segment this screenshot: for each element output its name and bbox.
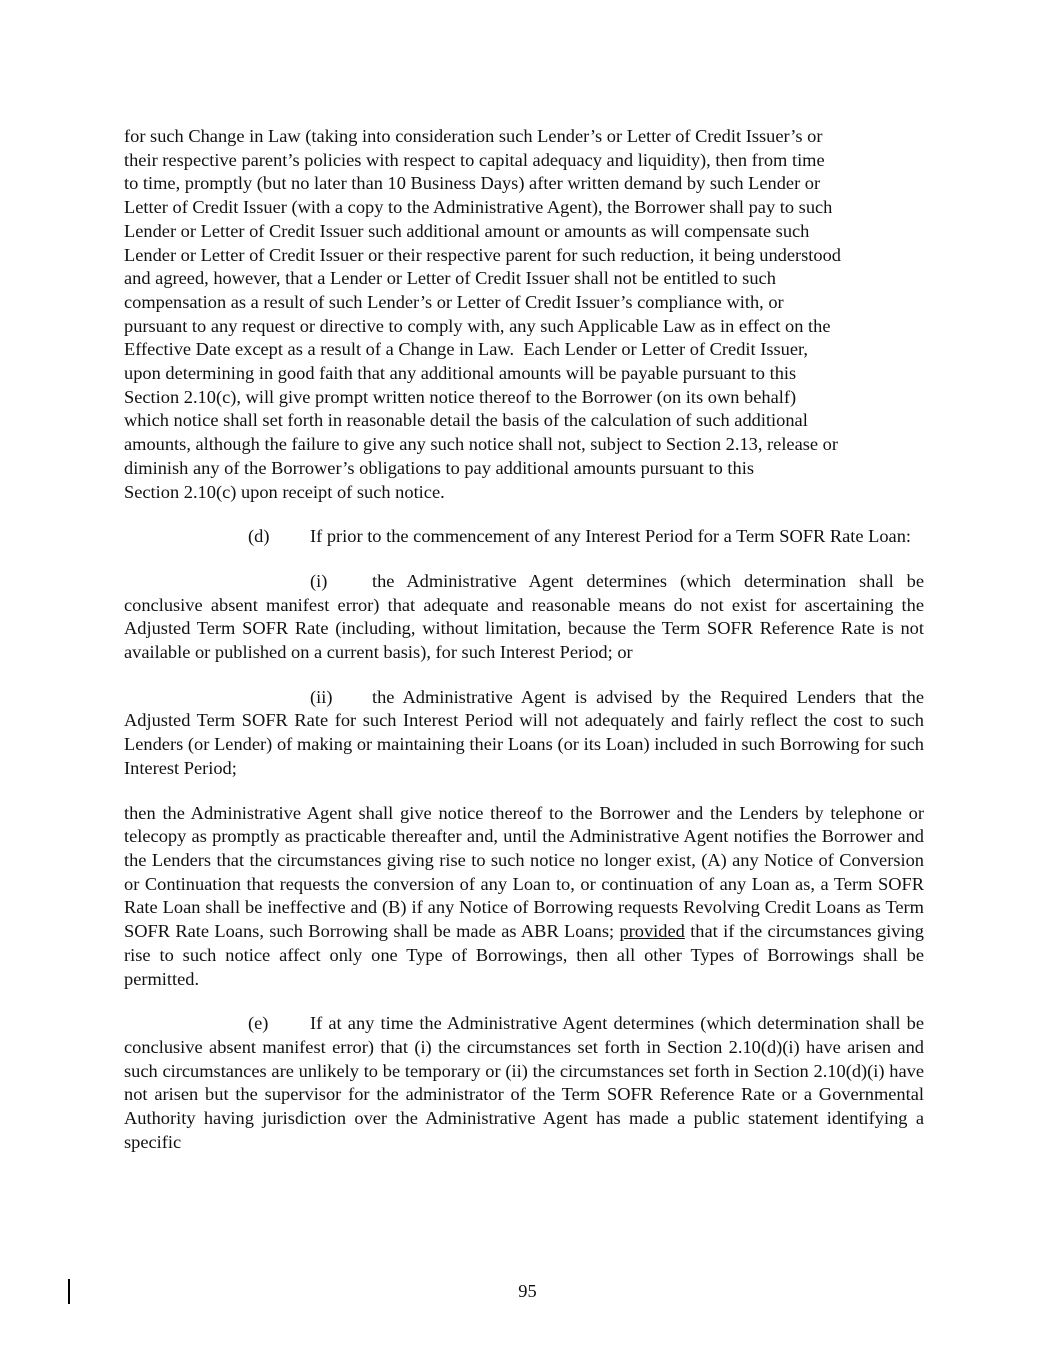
paragraph-d [124,525,924,549]
intro-line: Lender or Letter of Credit Issuer such additional amount or amounts as will compensate such [124,220,810,241]
paragraph-i [124,570,924,665]
intro-line: Effective Date except as a result of a Change in Law. Each Lender or Letter of Credit Issuer, [124,339,809,360]
intro-line: to time, promptly (but no later than 10 Business Days) after written demand by such Lender or [124,173,821,194]
then-text-part-2: that if the circumstances giving rise to such notice affect only one Type of Borrowings, then all other Types of Borrowings shall be permitted. [124,921,924,989]
intro-line: diminish any of the Borrower’s obligations to pay additional amounts pursuant to this [124,457,754,478]
intro-line: pursuant to any request or directive to comply with, any such Applicable Law as in effect on the [124,315,831,336]
paragraph-ii [124,686,924,781]
paragraph-e [124,1012,924,1154]
intro-line: Lender or Letter of Credit Issuer or their respective parent for such reduction, it being understood [124,244,841,265]
clause-i-text: the Administrative Agent determines (which determination shall be conclusive absent manifest error) that adequate and reasonable means do not exist for ascertaining the Adjusted Term SOFR Rate (including, without limitation, because the Term SOFR Reference Rate is not available or published on a current basis), for such Interest Period; or [124,570,924,663]
intro-line: amounts, although the failure to give any such notice shall not, subject to Section 2.13, release or [124,434,838,455]
clause-marker-e: (e) [248,1013,269,1034]
intro-line: upon determining in good faith that any additional amounts will be payable pursuant to this [124,363,797,384]
paragraph-then [124,802,924,992]
clause-marker-i: (i) [310,570,328,591]
intro-line: for such Change in Law (taking into consideration such Lender’s or Letter of Credit Issuer’s or [124,126,823,146]
clause-ii-text: the Administrative Agent is advised by the Required Lenders that the Adjusted Term SOFR Rate for such Interest Period will not adequately and fairly reflect the cost to such Lenders (or Lender) of making or maintaining their Loans (or its Loan) included in such Borrowing for such Interest Period; [124,686,924,778]
then-text-part-1: then the Administrative Agent shall give notice thereof to the Borrower and the Lenders by telephone or telecopy as promptly as practicable thereafter and, until the Administrative Agent notifies the Borrower and the Lenders that the circumstances giving rise to such notice no longer exist, (A) any Notice of Conversion or Continuation that requests the conversion of any Loan to, or continuation of any Loan as, a Term SOFR Rate Loan shall be ineffective and (B) if any Notice of Borrowing requests Revolving Credit Loans as Term SOFR Rate Loans, such Borrowing shall be made as ABR Loans; [124,802,924,942]
intro-line: and agreed, however, that a Lender or Letter of Credit Issuer shall not be entitled to such [124,268,776,289]
page-number: 95 [518,1281,537,1301]
intro-line: Letter of Credit Issuer (with a copy to the Administrative Agent), the Borrower shall pay to such [124,197,833,218]
clause-e-text: If at any time the Administrative Agent determines (which determination shall be conclusive absent manifest error) that (i) the circumstances set forth in Section 2.10(d)(i) have arisen and such circumstances are unlikely to be temporary or (ii) the circumstances set forth in Section 2.10(d)(i) have not arisen but the supervisor for the administrator of the Term SOFR Reference Rate or a Governmental Authority having jurisdiction over the Administrative Agent has made a public statement identifying a specific [124,1013,924,1152]
intro-line: compensation as a result of such Lender’s or Letter of Credit Issuer’s compliance with, or [124,291,784,312]
intro-line: Section 2.10(c) upon receipt of such notice. [124,481,445,502]
document-body [124,125,924,1154]
paragraph-intro [124,125,924,504]
intro-line: which notice shall set forth in reasonable detail the basis of the calculation of such additional [124,410,808,431]
provided-term: provided [619,921,685,942]
clause-marker-d: (d) [248,526,270,547]
intro-line: their respective parent’s policies with respect to capital adequacy and liquidity), then from time [124,149,825,170]
clause-marker-ii: (ii) [310,686,333,707]
intro-line: Section 2.10(c), will give prompt written notice thereof to the Borrower (on its own behalf) [124,386,797,407]
clause-d-text: If prior to the commencement of any Interest Period for a Term SOFR Rate Loan: [310,526,912,547]
